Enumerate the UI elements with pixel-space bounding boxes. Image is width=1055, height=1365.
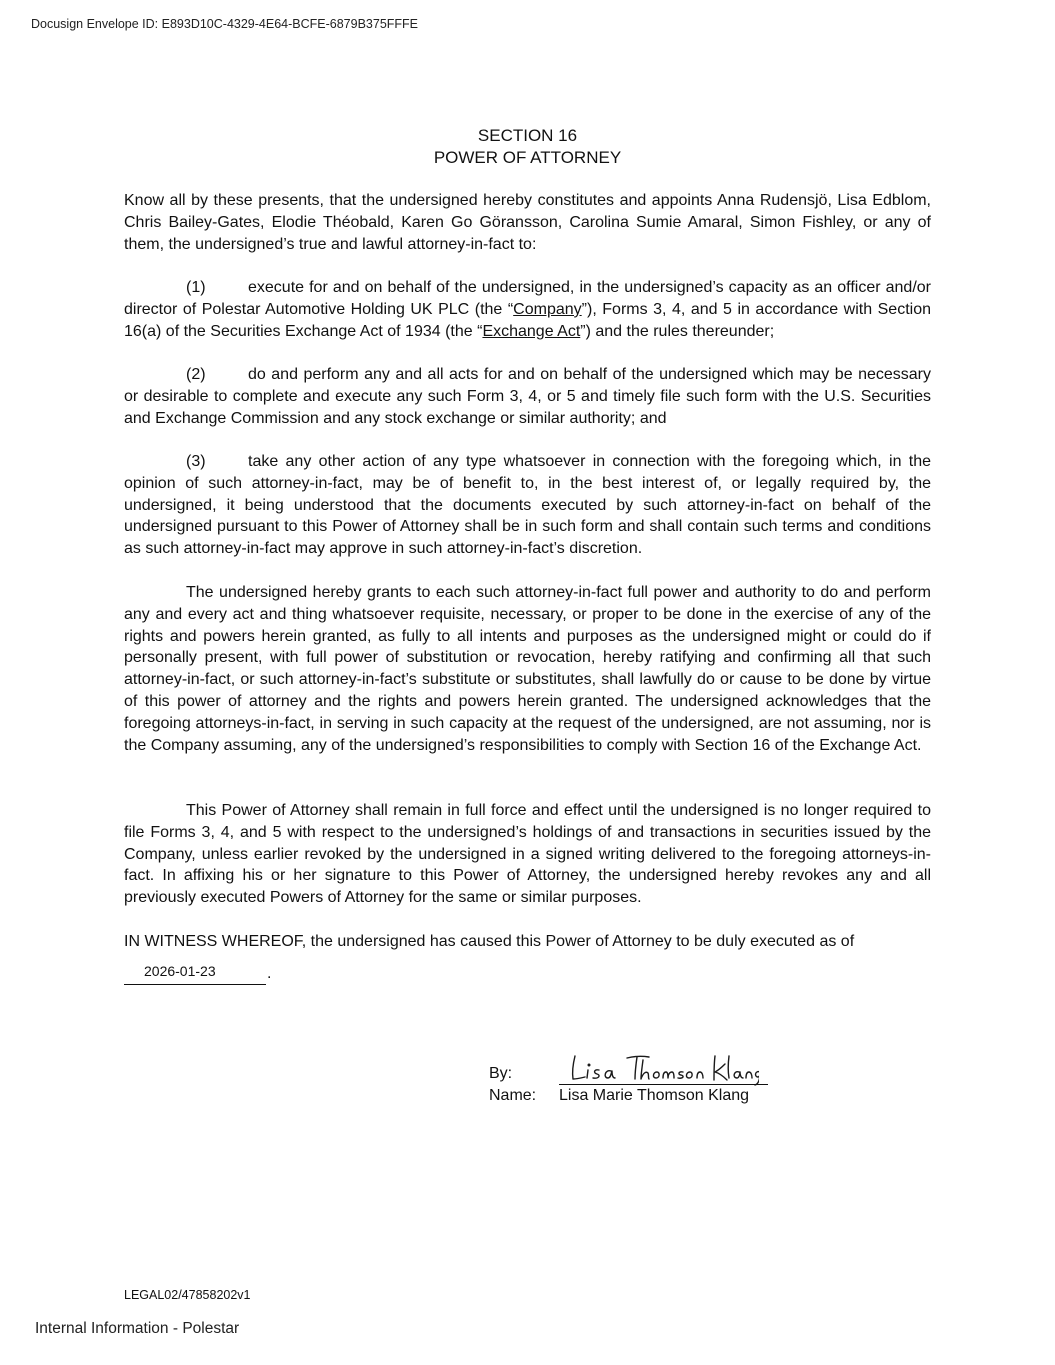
execution-date: 2026-01-23 <box>144 963 216 979</box>
intro-paragraph: Know all by these presents, that the undersigned hereby constitutes and appoints Anna Rudensjö, Lisa Edblom, Chris Bailey-Gates, Elodie Théobald, Karen Go Göransson, Carolina Sumie Amaral, Simon Fishley, or any of them, the undersigned’s true and lawful attorney-in-fact to: <box>124 192 931 253</box>
grant-paragraph: The undersigned hereby grants to each such attorney-in-fact full power and authority to do and perform any and every act and thing whatsoever requisite, necessary, or proper to be done in the exercise of any of the rights and powers herein granted, as fully to all intents and purposes as the undersigned might or could do if personally present, with full power of substitution or revocation, hereby ratifying and confirming all that such attorney-in-fact, or such attorney-in-fact’s substitute or substitutes, shall lawfully do or cause to be done by virtue of this power of attorney and the rights and powers herein granted. The undersigned acknowledges that the foregoing attorneys-in-fact, in serving in such capacity at the request of the undersigned, are not assuming, nor is the Company assuming, any of the undersigned’s responsibilities to comply with Section 16 of the Exchange Act. <box>124 584 931 754</box>
document-reference-id: LEGAL02/47858202v1 <box>124 1288 251 1302</box>
item-3-paragraph <box>124 451 931 560</box>
signatory-name: Lisa Marie Thomson Klang <box>559 1087 750 1104</box>
item-2-text: do and perform any and all acts for and on behalf of the undersigned which may be necessary or desirable to complete and execute any such Form 3, 4, or 5 and timely file such form with the U.S. Securities and Exchange Commission and any stock exchange or similar authority; and <box>124 366 931 427</box>
duration-paragraph: This Power of Attorney shall remain in full force and effect until the undersigned is no longer required to file Forms 3, 4, and 5 with respect to the undersigned’s holdings of and transactions in securities issued by the Company, unless earlier revoked by the undersigned in a signed writing delivered to the foregoing attorneys-in-fact. In affixing his or her signature to this Power of Attorney, the undersigned hereby revokes any and all previously executed Powers of Attorney for the same or similar purposes. <box>124 802 931 907</box>
signature-block <box>489 1050 789 1120</box>
document-heading <box>0 125 1055 169</box>
item-1-term-exchange-act: Exchange Act <box>482 322 581 340</box>
envelope-id: Docusign Envelope ID: E893D10C-4329-4E64-BCFE-6879B375FFFE <box>31 17 419 31</box>
item-1-text-b: ”), Forms 3, 4, and 5 in accordance with Section 16(a) of the Securities Exchange Act of 1934 (the “ <box>124 300 931 340</box>
item-1-text-c: ”) and the rules thereunder; <box>580 322 775 340</box>
item-3-text: take any other action of any type whatsoever in connection with the foregoing which, in the opinion of such attorney-in-fact, may be of benefit to, in the best interest of, or legally required by, the undersigned, it being understood that the documents executed by such attorney-in-fact on behalf of the undersigned pursuant to this Power of Attorney shall be in such form and shall contain such terms and conditions as such attorney-in-fact may approve in such attorney-in-fact’s discretion. <box>124 453 931 558</box>
classification-label: Internal Information - Polestar <box>35 1320 240 1337</box>
handwritten-signature <box>569 1050 759 1086</box>
item-1-paragraph <box>124 277 931 342</box>
execution-date-line <box>124 960 266 985</box>
heading-section: SECTION 16 <box>477 126 578 145</box>
item-3-number: (3) <box>186 453 206 470</box>
item-2-number: (2) <box>186 366 206 383</box>
item-1-number: (1) <box>186 279 206 296</box>
signature-line <box>559 1084 768 1085</box>
date-period: . <box>267 965 272 982</box>
name-label: Name: <box>489 1087 537 1104</box>
item-1-text-a: execute for and on behalf of the undersigned, in the undersigned’s capacity as an officer and/or director of Polestar Automotive Holding UK PLC (the “ <box>124 279 931 318</box>
by-label: By: <box>489 1065 513 1082</box>
heading-title: POWER OF ATTORNEY <box>433 148 622 167</box>
item-1-term-company: Company <box>513 300 582 318</box>
item-2-paragraph <box>124 364 931 429</box>
witness-paragraph: IN WITNESS WHEREOF, the undersigned has caused this Power of Attorney to be duly executed as of <box>124 933 855 950</box>
